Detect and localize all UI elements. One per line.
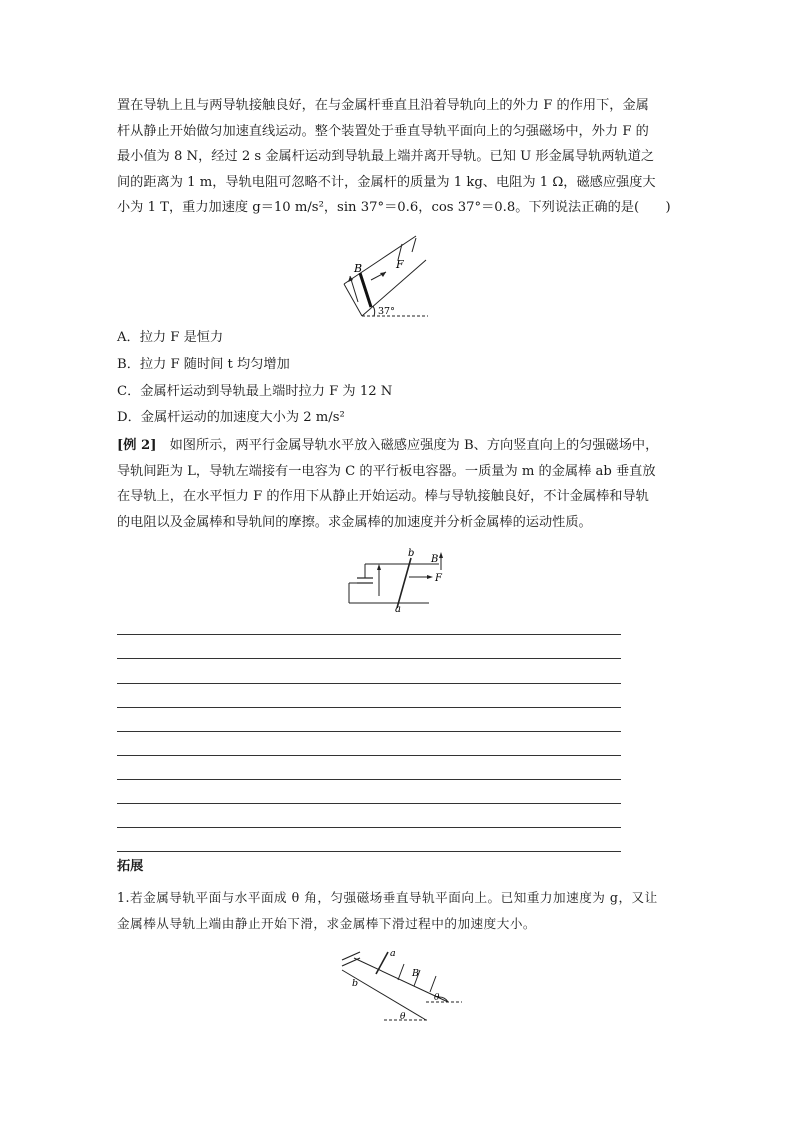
extension-text [117,885,687,936]
answer-line [117,803,621,804]
label-B: B [354,262,363,275]
answer-line [117,827,621,828]
label-F: F [435,573,442,584]
answer-line [117,634,621,635]
option-b: B．拉力 F 随时间 t 均匀增加 [117,357,290,372]
label-b: b [408,548,415,559]
answer-line [117,851,621,852]
extension-title: 拓展 [117,859,144,874]
field-arrow-1 [398,964,404,980]
answer-line [117,755,621,756]
theta-label-upper: θ [434,993,440,1003]
rail-bottom-end [344,284,362,316]
problem1-line: 小为 1 T，重力加速度 g＝10 m/s²，sin 37°＝0.6，cos 37°＝0.8。下列说法正确的是( ) [117,200,671,215]
problem1-line: 杆从静止开始做匀加速直线运动。整个装置处于垂直导轨平面向上的匀强磁场中，外力 F 的 [117,123,649,139]
option-a: A．拉力 F 是恒力 [117,330,224,345]
metal-rod [360,273,371,307]
answer-line [117,731,621,732]
figure-inclined-rails [338,232,438,326]
example2-line: 的电阻以及金属棒和导轨间的摩擦。求金属棒的加速度并分析金属棒的运动性质。 [117,514,592,530]
inclined-capacitor-diagram [338,940,468,1022]
problem1-text [117,93,687,221]
f-arrow-head [427,575,433,579]
answer-line [117,707,621,708]
answer-line [117,658,621,659]
example2-line: 导轨间距为 L，导轨左端接有一电容为 C 的平行板电容器。一质量为 m 的金属棒 ab 垂直放 [117,463,656,479]
label-B: B [412,968,419,979]
b-arrow-head [439,552,443,558]
figure-inclined-capacitor [338,940,468,1026]
b-arrow-head [348,276,353,282]
label-a: a [395,604,401,613]
label-B: B [431,554,439,565]
horizontal-rails-diagram [345,548,455,613]
answer-line [117,779,621,780]
field-arrow-3 [430,976,436,992]
option-c: C．金属杆运动到导轨最上端时拉力 F 为 12 N [117,384,393,399]
metal-bar-ab [397,558,411,608]
field-arrow-3 [412,238,416,252]
option-d: D．金属杆运动的加速度大小为 2 m/s² [117,410,345,425]
inclined-rails-diagram [338,232,438,322]
problem1-line: 间的距离为 1 m，导轨电阻可忽略不计，金属杆的质量为 1 kg、电阻为 1 Ω，磁感应强度大 [117,174,656,190]
rail-upper [344,236,416,284]
example2-line: [例 2] 如图所示，两平行金属导轨水平放入磁感应强度为 B、方向竖直向上的匀强磁场中， [117,438,659,453]
angle-arc [373,306,375,316]
answer-line [117,683,621,684]
label-F: F [396,258,404,271]
figure-horizontal-rails [345,548,455,617]
label-b: b [352,978,359,989]
field-arrow-head [377,564,381,570]
example2-line: 在导轨上，在水平恒力 F 的作用下从静止开始运动。棒与导轨接触良好，不计金属棒和导轨 [117,489,649,504]
problem1-line: 最小值为 8 N，经过 2 s 金属杆运动到导轨最上端并离开导轨。已知 U 形金属导轨两轨道之 [117,149,655,164]
extension-line: 1.若金属导轨平面与水平面成 θ 角，匀强磁场垂直导轨平面向上。已知重力加速度为 g，又让 [117,890,658,905]
theta-label-lower: θ [400,1012,406,1022]
example2-text [117,433,687,535]
problem1-line: 置在导轨上且与两导轨接触良好，在与金属杆垂直且沿着导轨向上的外力 F 的作用下，金属 [117,98,649,113]
label-a: a [390,948,396,959]
extension-line: 金属棒从导轨上端由静止开始下滑，求金属棒下滑过程中的加速度大小。 [117,915,536,931]
angle-label: 37° [378,306,395,317]
example-tag: [例 2] [117,438,157,453]
